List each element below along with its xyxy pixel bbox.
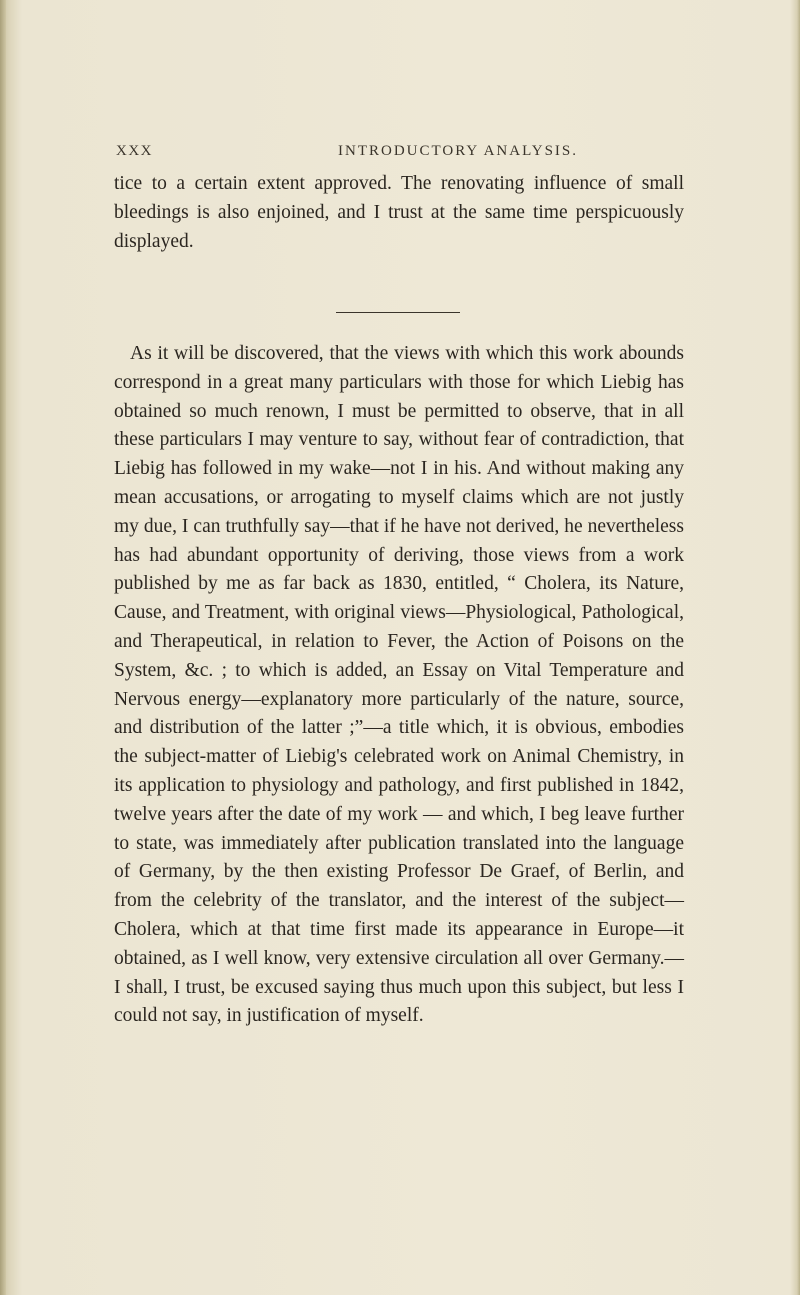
paragraph: As it will be discovered, that the views with which this work abounds correspond in a great many particulars with those for which Liebig has obtained so much renown, I must be permitted to observe, that in all these particulars I may venture to say, without fear of contradiction, that Liebig has followed in my wake—not I in his. And without making any mean accusations, or arrogating to myself claims which are not justly my due, I can truthfully say—that if he have not derived, he nevertheless has had abundant opportunity of deriving, those views from a work published by me as far back as 1830, entitled, “ Cholera, its Nature, Cause, and Treatment, with original views—Physiological, Pathological, and Therapeutical, in relation to Fever, the Action of Poisons on the System, &c. ; to which is added, an Essay on Vital Temperature and Nervous energy—explanatory more particularly of the nature, source, and distribution of the latter ;”—a title which, it is obvious, embodies the subject-matter of Liebig's celebrated work on Animal Chemistry, in its application to physiology and pathology, and first published in 1842, twelve years after the date of my work — and which, I beg leave further to state, was immediately after publication translated into the language of Germany, by the then existing Professor De Graef, of Berlin, and from the celebrity of the translator, and the interest of the subject—Cholera, which at that time first made its appearance in Europe—it obtained, as I well know, very extensive circulation all over Germany.—I shall, I trust, be excused saying thus much upon this subject, but less I could not say, in justification of myself. [114,343,684,1027]
running-title: INTRODUCTORY ANALYSIS. [338,143,579,159]
section-divider [336,312,460,313]
running-head [116,143,676,165]
paragraph: tice to a certain extent approved. The renovating influence of small bleedings is also enjoined, and I trust at the same time perspicuously displayed. [114,173,684,252]
page-binding-edge [0,0,6,1295]
page-number: XXX [116,143,153,159]
page-right-edge [790,0,800,1295]
